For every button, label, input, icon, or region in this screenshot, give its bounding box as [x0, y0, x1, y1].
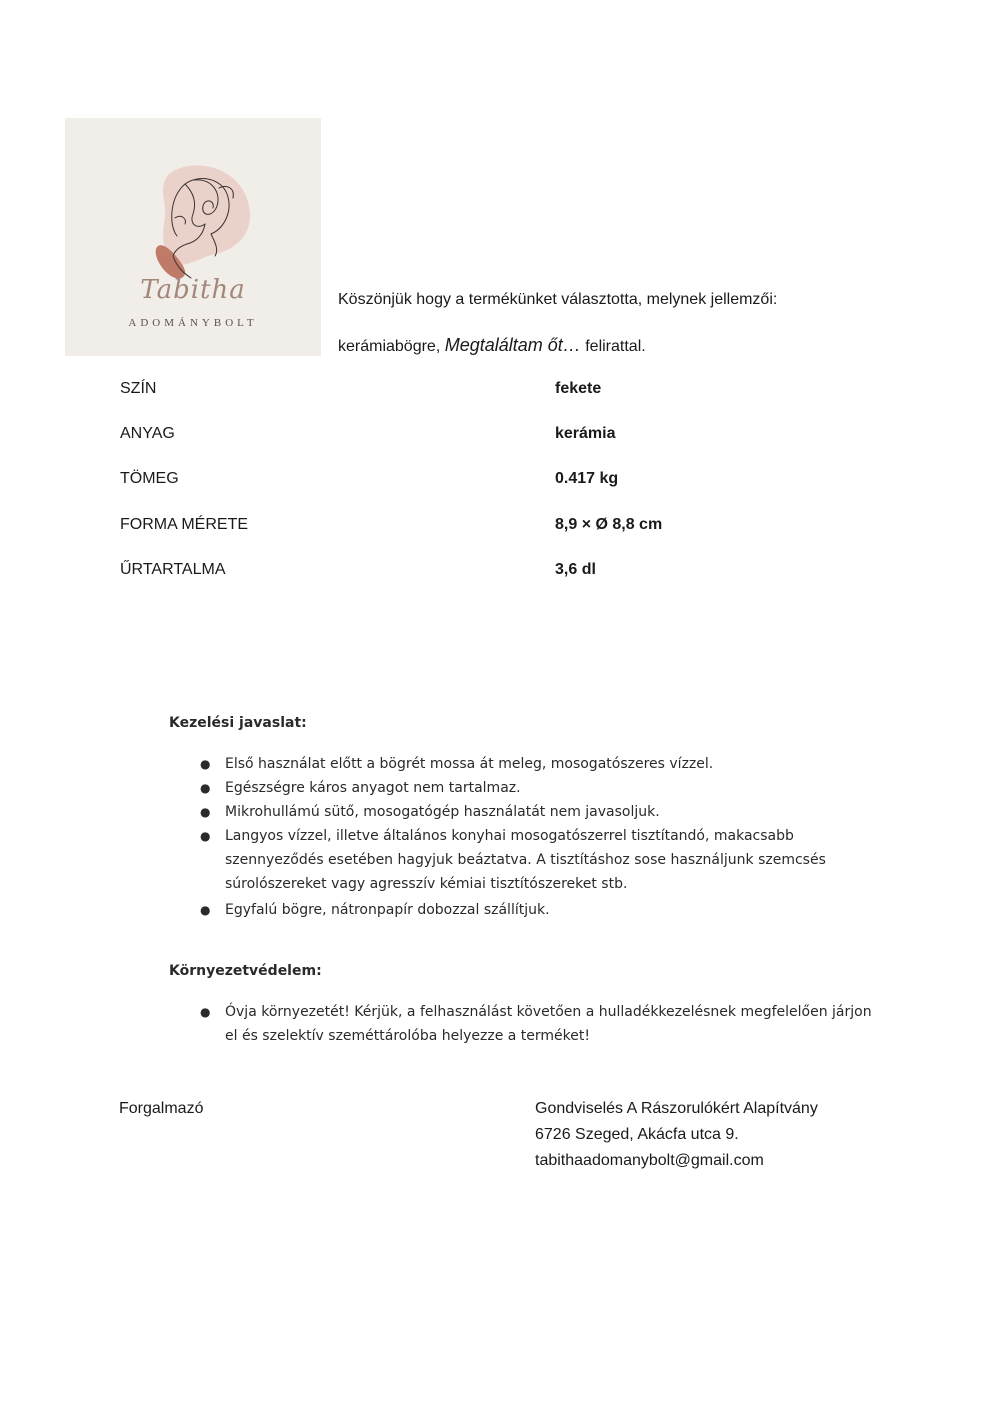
care-item-3: Mikrohullámú sütő, mosogatógép használatát nem javasoljuk. — [225, 804, 660, 820]
environment-item-line-1: Óvja környezetét! Kérjük, a felhasználást követően a hulladékkezelésnek megfelelően járjon — [225, 1004, 872, 1020]
care-item-4-line-1: Langyos vízzel, illetve általános konyhai mosogatószerrel tisztítandó, makacsabb — [225, 828, 794, 844]
spec-value-weight: 0.417 kg — [555, 470, 619, 487]
bullet-icon: ● — [200, 829, 211, 843]
care-item-4-line-2: szennyeződés esetében hagyjuk beáztatva. A tisztításhoz sose használjunk szemcsés — [225, 852, 826, 868]
spec-label-capacity: ŰRTARTALMA — [120, 561, 226, 578]
distributor-email: tabithaadomanybolt@gmail.com — [535, 1152, 764, 1169]
bullet-icon: ● — [200, 903, 211, 917]
logo-script-text: Tabitha — [140, 275, 246, 305]
distributor-address: 6726 Szeged, Akácfa utca 9. — [535, 1126, 739, 1143]
intro-line-2-pre: kerámiabögre, — [338, 338, 445, 355]
spec-label-material: ANYAG — [120, 425, 175, 442]
care-item-2: Egészségre káros anyagot nem tartalmaz. — [225, 780, 521, 796]
spec-value-material: kerámia — [555, 425, 616, 442]
intro-line-2-post: felirattal. — [580, 338, 646, 355]
care-item-5: Egyfalú bögre, nátronpapír dobozzal szállítjuk. — [225, 902, 550, 918]
spec-value-color: fekete — [555, 380, 602, 397]
intro-line-2 — [338, 335, 646, 356]
bullet-icon: ● — [200, 805, 211, 819]
distributor-name: Gondviselés A Rászorulókért Alapítvány — [535, 1100, 818, 1117]
environment-heading: Környezetvédelem: — [169, 963, 322, 979]
spec-value-size: 8,9 × Ø 8,8 cm — [555, 516, 663, 533]
bullet-icon: ● — [200, 757, 211, 771]
care-item-1: Első használat előtt a bögrét mossa át meleg, mosogatószeres vízzel. — [225, 756, 714, 772]
care-item-4-line-3: súrolószereket vagy agresszív kémiai tisztítószereket stb. — [225, 876, 628, 892]
bullet-icon: ● — [200, 781, 211, 795]
spec-label-weight: TÖMEG — [120, 470, 179, 487]
care-heading: Kezelési javaslat: — [169, 715, 307, 731]
bullet-icon: ● — [200, 1005, 211, 1019]
product-inscription: Megtaláltam őt… — [444, 335, 581, 355]
spec-label-size: FORMA MÉRETE — [120, 516, 249, 533]
brand-logo — [65, 118, 321, 356]
intro-line-1: Köszönjük hogy a termékünket választotta, melynek jellemzői: — [338, 291, 778, 308]
logo-subtitle: ADOMÁNYBOLT — [128, 317, 258, 329]
distributor-label: Forgalmazó — [119, 1100, 204, 1117]
spec-value-capacity: 3,6 dl — [555, 561, 596, 578]
environment-item-line-2: el és szelektív szeméttárolóba helyezze a terméket! — [225, 1028, 590, 1044]
spec-label-color: SZÍN — [120, 380, 157, 397]
